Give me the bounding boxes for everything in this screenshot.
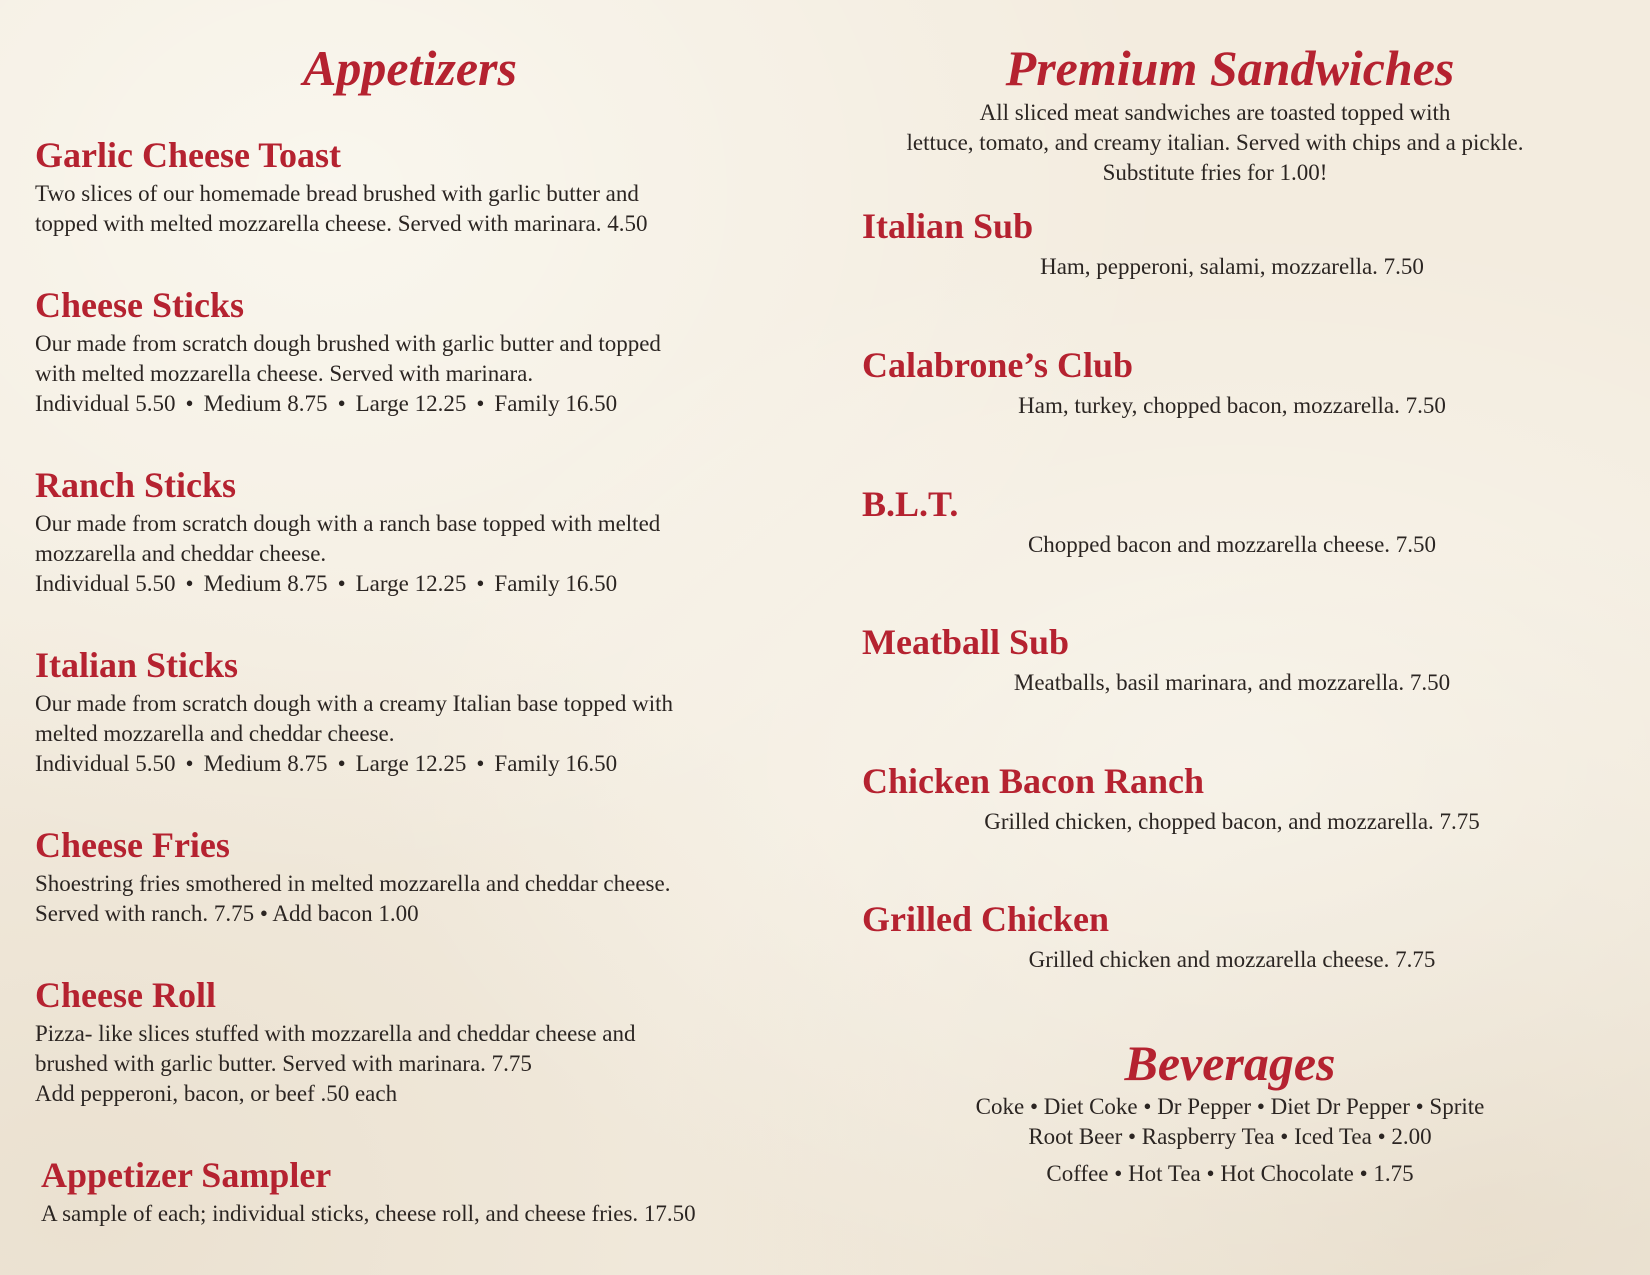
item-description: A sample of each; individual sticks, cheese roll, and cheese fries. 17.50 — [41, 1201, 696, 1226]
menu-item-italian-sub — [862, 208, 1602, 282]
menu-item-blt — [862, 486, 1602, 560]
beverage-line: Coke • Diet Coke • Dr Pepper • Diet Dr Pepper • Sprite — [975, 1094, 1485, 1119]
item-description: Our made from scratch dough brushed with garlic butter and topped with melted mozzarella cheese. Served with marinara. Individual 5.50 • Medium 8.75 • Large 12.25 • Family 16.50 — [35, 329, 815, 419]
size-prices: Individual 5.50 • Medium 8.75 • Large 12.25 • Family 16.50 — [35, 391, 618, 416]
item-name: Grilled Chicken — [862, 899, 1110, 939]
menu-item-chicken-bacon-ranch — [862, 763, 1602, 837]
item-description: Pizza- like slices stuffed with mozzarella and cheddar cheese and brushed with garlic butter. Served with marinara. 7.75 Add pepperoni, bacon, or beef .50 each — [35, 1021, 636, 1106]
menu-item-cheese-sticks — [35, 287, 815, 419]
menu-item-italian-sticks — [35, 647, 815, 779]
item-name: Cheese Sticks — [35, 285, 244, 325]
beverage-line: Root Beer • Raspberry Tea • Iced Tea • 2.00 — [1028, 1124, 1432, 1149]
beverages-list — [860, 1092, 1600, 1189]
item-name: Meatball Sub — [862, 622, 1070, 662]
sandwiches-title: Premium Sandwiches — [1005, 40, 1455, 96]
item-name: Chicken Bacon Ranch — [862, 761, 1205, 801]
menu-item-garlic-cheese-toast — [35, 137, 815, 239]
item-name: Ranch Sticks — [35, 465, 237, 505]
item-description: Shoestring fries smothered in melted mozzarella and cheddar cheese. Served with ranch. 7.75 • Add bacon 1.00 — [35, 871, 671, 926]
appetizers-title: Appetizers — [303, 40, 517, 96]
item-description: Our made from scratch dough with a ranch base topped with melted mozzarella and cheddar cheese. Individual 5.50 • Medium 8.75 • Large 12.25 • Family 16.50 — [35, 509, 815, 599]
menu-item-meatball-sub — [862, 624, 1602, 698]
menu-item-calabrones-club — [862, 347, 1602, 421]
item-description: Our made from scratch dough with a creamy Italian base topped with melted mozzarella and cheddar cheese. Individual 5.50 • Medium 8.75 • Large 12.25 • Family 16.50 — [35, 689, 815, 779]
item-name: Italian Sticks — [35, 645, 239, 685]
item-name: Calabrone’s Club — [862, 345, 1134, 385]
menu-item-cheese-roll — [35, 977, 815, 1109]
item-name: Garlic Cheese Toast — [35, 135, 341, 175]
sandwiches-intro: All sliced meat sandwiches are toasted topped with lettuce, tomato, and creamy italian. Served with chips and a pickle. Substitute fries for 1.00! — [906, 100, 1524, 185]
menu-item-ranch-sticks — [35, 467, 815, 599]
item-name: Cheese Fries — [35, 825, 230, 865]
item-description: Grilled chicken and mozzarella cheese. 7.75 — [1028, 947, 1436, 972]
size-prices: Individual 5.50 • Medium 8.75 • Large 12.25 • Family 16.50 — [35, 571, 618, 596]
item-name: Appetizer Sampler — [41, 1155, 332, 1195]
menu-item-appetizer-sampler — [41, 1157, 821, 1229]
size-prices: Individual 5.50 • Medium 8.75 • Large 12.25 • Family 16.50 — [35, 751, 618, 776]
menu-item-cheese-fries — [35, 827, 815, 929]
beverage-line: Coffee • Hot Tea • Hot Chocolate • 1.75 — [1046, 1161, 1414, 1186]
item-name: B.L.T. — [862, 484, 959, 524]
item-description: Meatballs, basil marinara, and mozzarella. 7.50 — [1013, 670, 1451, 695]
item-description: Ham, pepperoni, salami, mozzarella. 7.50 — [1040, 254, 1424, 279]
item-description: Chopped bacon and mozzarella cheese. 7.50 — [1027, 532, 1437, 557]
menu-item-grilled-chicken — [862, 901, 1602, 975]
item-description: Grilled chicken, chopped bacon, and mozzarella. 7.75 — [984, 809, 1480, 834]
item-description: Two slices of our homemade bread brushed with garlic butter and topped with melted mozzarella cheese. Served with marinara. 4.50 — [35, 181, 648, 236]
item-name: Italian Sub — [862, 206, 1034, 246]
item-name: Cheese Roll — [35, 975, 216, 1015]
item-description: Ham, turkey, chopped bacon, mozzarella. 7.50 — [1018, 393, 1446, 418]
beverages-title: Beverages — [1124, 1035, 1336, 1091]
